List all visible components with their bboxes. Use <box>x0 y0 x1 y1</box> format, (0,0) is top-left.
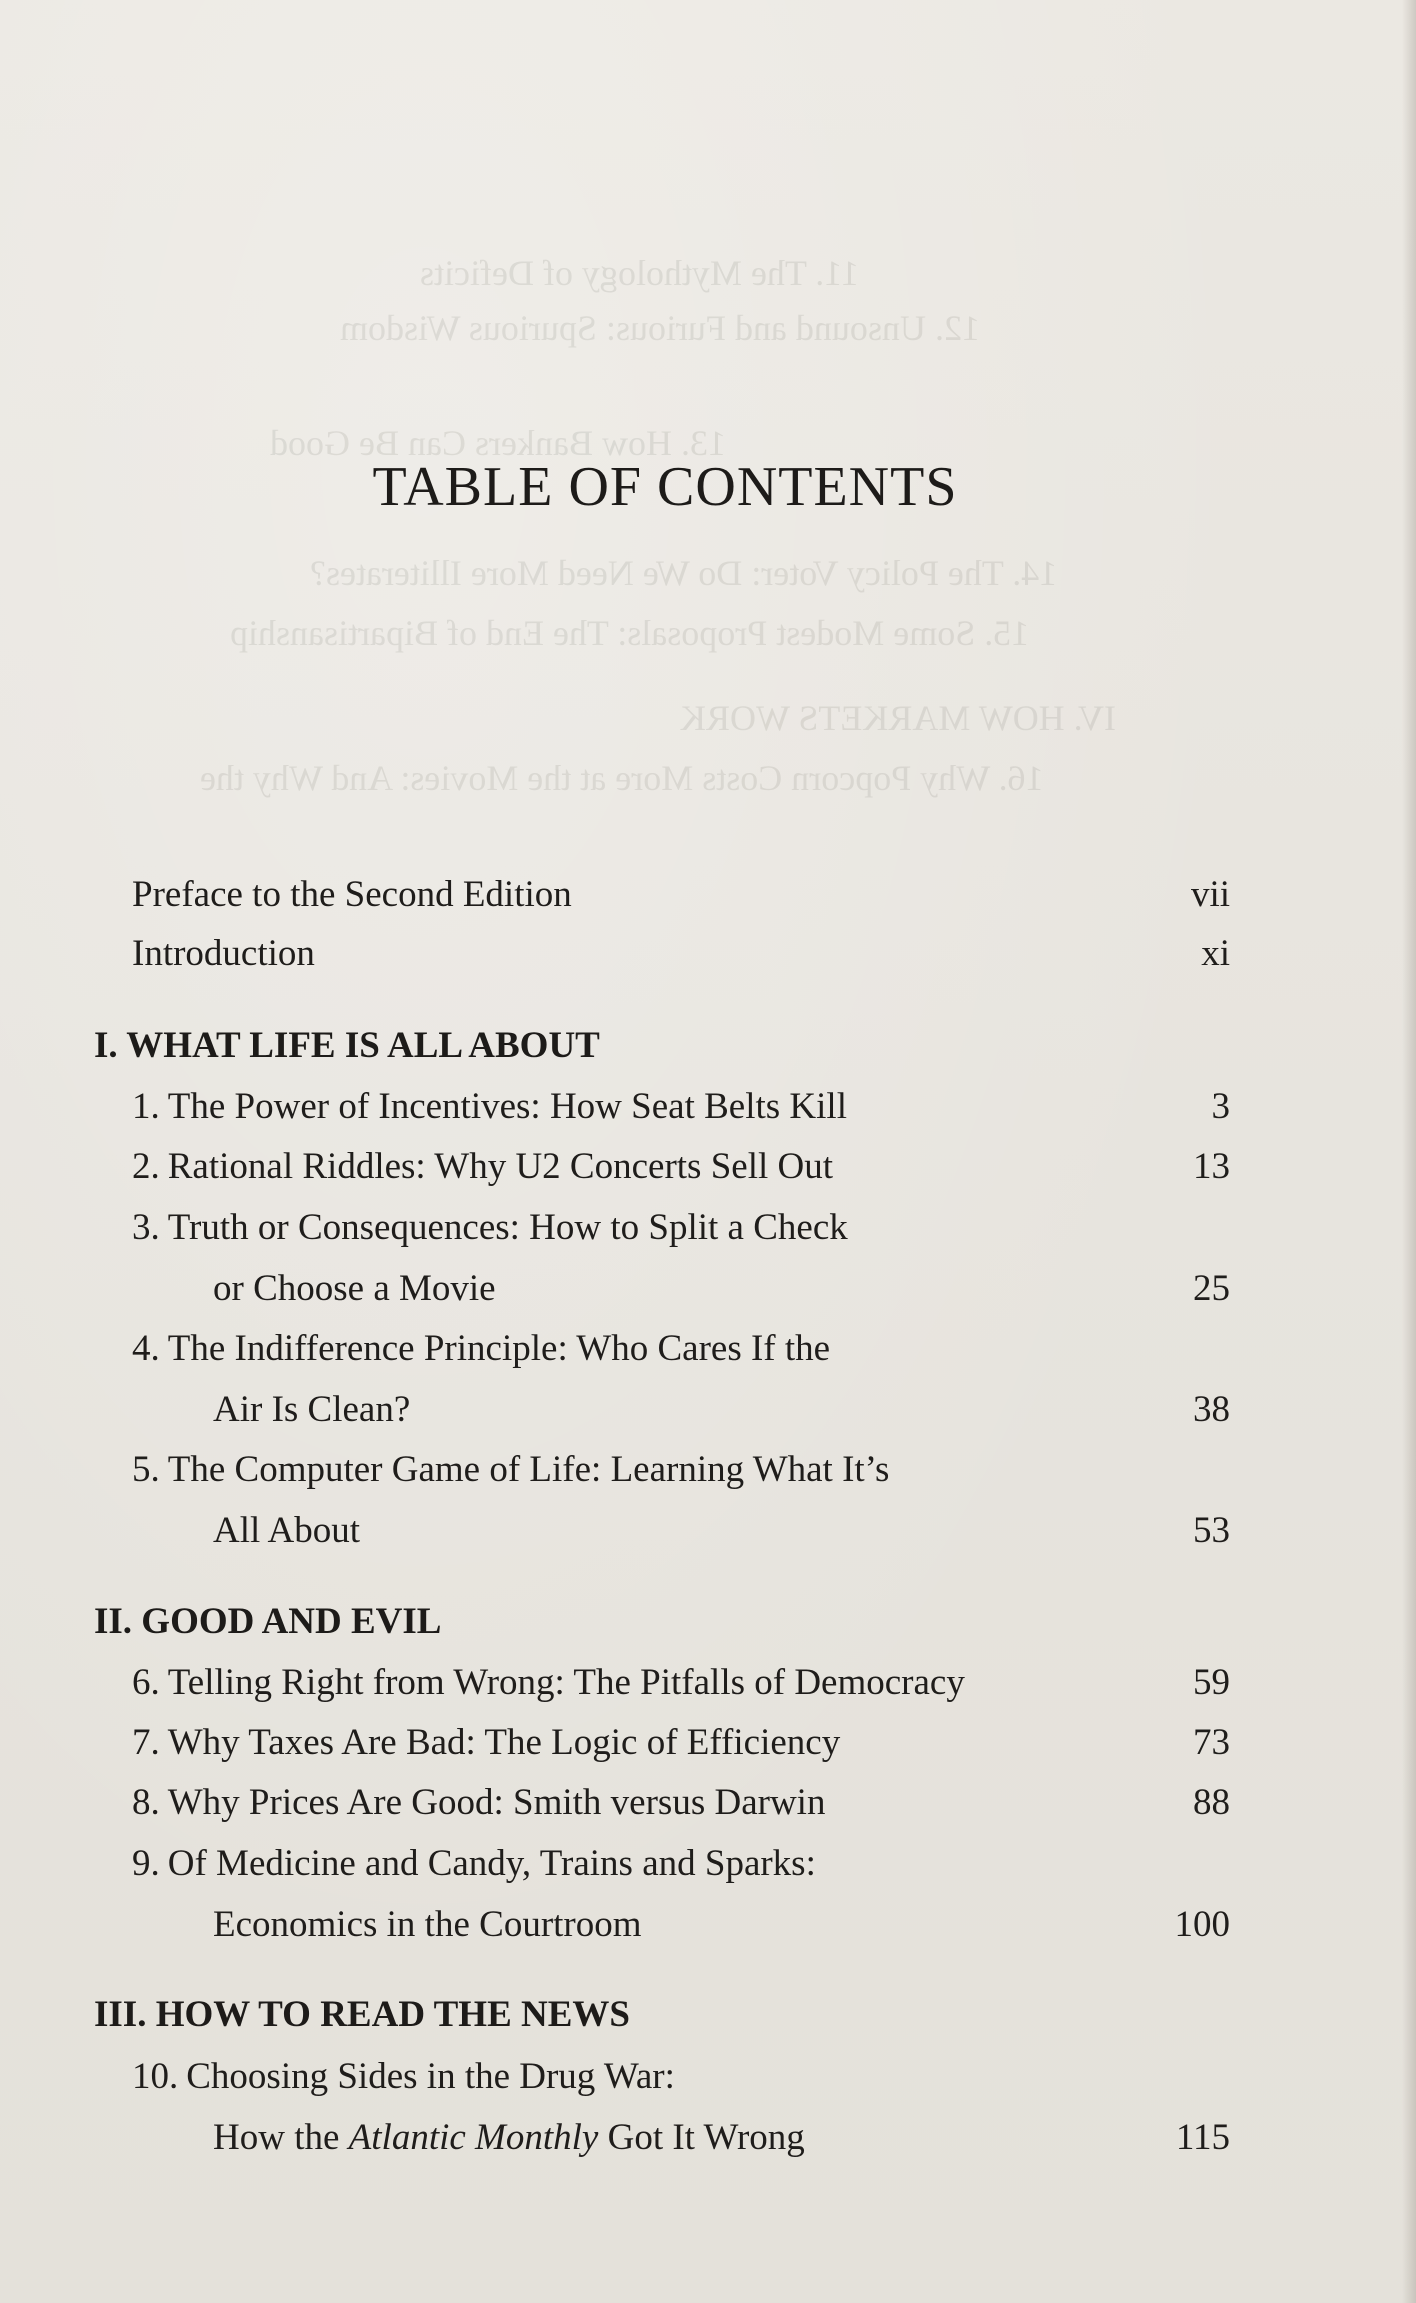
chapter-title: Of Medicine and Candy, Trains and Sparks: <box>167 1843 816 1884</box>
bleed-through: 13. How Bankers Can Be Good <box>270 423 726 463</box>
bleed-through: 11. The Mythology of Deficits <box>420 253 859 293</box>
page-number: xi <box>1201 933 1230 974</box>
bleed-through: 15. Some Modest Proposals: The End of Bipartisanship <box>230 613 1030 653</box>
toc-entry-introduction: Introduction <box>132 933 315 974</box>
chapter-title: Why Prices Are Good: Smith versus Darwin <box>167 1782 826 1823</box>
toc-entry-chapter-5 <box>132 1451 889 1488</box>
chapter-number: 9. <box>132 1843 160 1884</box>
toc-entry-chapter-7 <box>132 1724 840 1761</box>
chapter-title: Choosing Sides in the Drug War: <box>186 2056 675 2097</box>
page-number: 25 <box>1193 1268 1230 1309</box>
toc-entry-chapter-9 <box>132 1845 816 1882</box>
page-number: 100 <box>1174 1904 1230 1945</box>
chapter-title: Telling Right from Wrong: The Pitfalls of Democracy <box>167 1662 965 1703</box>
bleed-through: IV. HOW MARKETS WORK <box>680 698 1117 738</box>
section-heading: I. WHAT LIFE IS ALL ABOUT <box>94 1025 600 1066</box>
chapter-title-part: Got It Wrong <box>598 2117 805 2158</box>
toc-entry-preface: Preface to the Second Edition <box>132 874 572 915</box>
page-edge-shadow <box>1402 0 1416 2303</box>
page-number: 115 <box>1175 2117 1230 2158</box>
chapter-number: 7. <box>132 1722 160 1763</box>
page-number: 53 <box>1193 1510 1230 1551</box>
toc-entry-chapter-10 <box>132 2058 675 2095</box>
publication-title: Atlantic Monthly <box>348 2117 599 2158</box>
bleed-through: 12. Unsound and Furious: Spurious Wisdom <box>340 308 980 348</box>
chapter-number: 3. <box>132 1207 160 1248</box>
chapter-title: The Computer Game of Life: Learning What It’s <box>167 1449 890 1490</box>
section-heading: II. GOOD AND EVIL <box>94 1601 442 1642</box>
bleed-through: 14. The Policy Voter: Do We Need More Illiterates? <box>310 553 1058 593</box>
page-title: TABLE OF CONTENTS <box>372 456 958 518</box>
chapter-title-continued: Air Is Clean? <box>213 1389 411 1430</box>
chapter-number: 1. <box>132 1086 160 1127</box>
chapter-title-continued: Economics in the Courtroom <box>213 1904 642 1945</box>
page-number: 38 <box>1193 1389 1230 1430</box>
chapter-number: 2. <box>132 1146 160 1187</box>
toc-entry-chapter-2 <box>132 1148 833 1185</box>
page-number: 73 <box>1193 1722 1230 1763</box>
chapter-title-part: How the <box>213 2117 349 2158</box>
chapter-number: 5. <box>132 1449 160 1490</box>
chapter-title: Why Taxes Are Bad: The Logic of Efficiency <box>167 1722 841 1763</box>
chapter-title: The Indifference Principle: Who Cares If the <box>167 1328 831 1369</box>
bleed-through: 16. Why Popcorn Costs More at the Movies: And Why the <box>200 758 1044 798</box>
toc-entry-chapter-8 <box>132 1784 825 1821</box>
chapter-number: 8. <box>132 1782 160 1823</box>
chapter-number: 10. <box>132 2056 179 2097</box>
chapter-number: 4. <box>132 1328 160 1369</box>
page-number: 59 <box>1193 1662 1230 1703</box>
toc-entry-chapter-1 <box>132 1088 847 1125</box>
page-number: 13 <box>1193 1146 1230 1187</box>
section-heading: III. HOW TO READ THE NEWS <box>94 1994 630 2035</box>
chapter-title: Rational Riddles: Why U2 Concerts Sell Out <box>167 1146 834 1187</box>
page-number: vii <box>1190 874 1230 915</box>
chapter-title-continued <box>213 2119 805 2156</box>
chapter-title-continued: All About <box>213 1510 360 1551</box>
toc-entry-chapter-6 <box>132 1664 965 1701</box>
toc-entry-chapter-4 <box>132 1330 830 1367</box>
chapter-title-continued: or Choose a Movie <box>213 1268 496 1309</box>
chapter-number: 6. <box>132 1662 160 1703</box>
chapter-title: The Power of Incentives: How Seat Belts Kill <box>167 1086 847 1127</box>
page-number: 88 <box>1193 1782 1230 1823</box>
toc-entry-chapter-3 <box>132 1209 848 1246</box>
page-number: 3 <box>1211 1086 1230 1127</box>
chapter-title: Truth or Consequences: How to Split a Check <box>167 1207 848 1248</box>
